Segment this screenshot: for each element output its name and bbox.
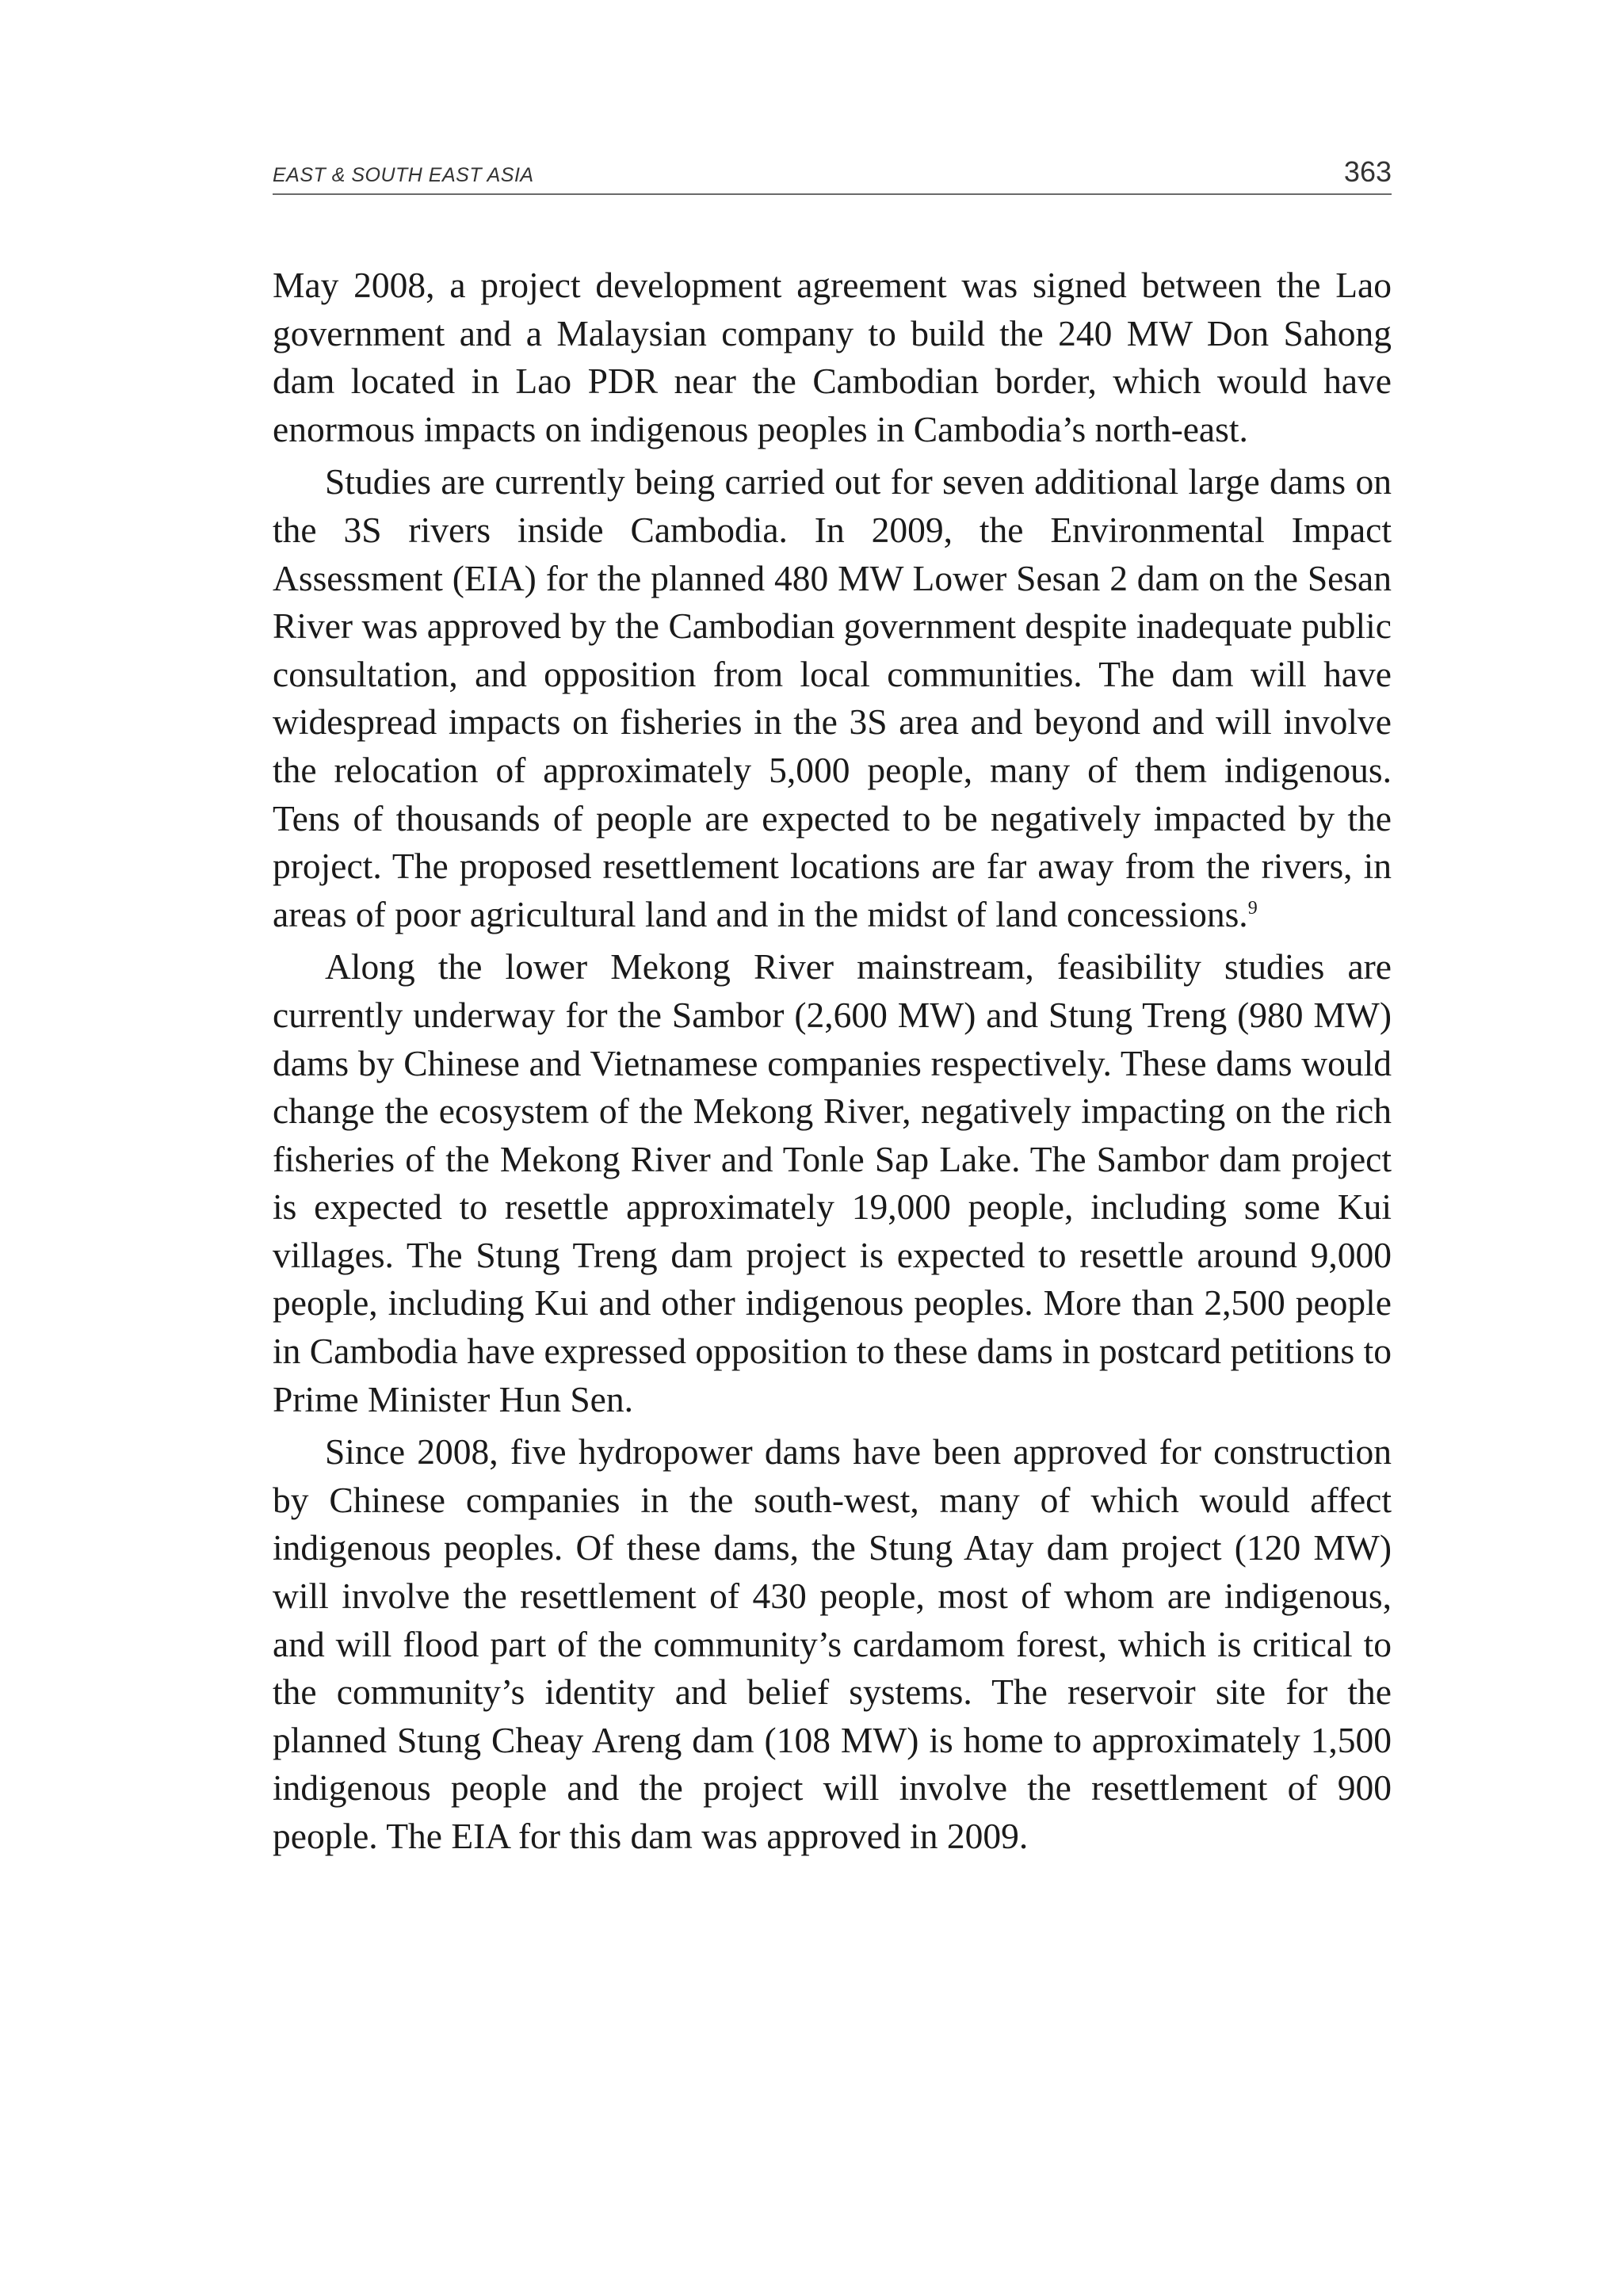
paragraph-1	[273, 262, 1392, 453]
paragraph-4	[273, 1428, 1392, 1860]
footnote-reference: 9	[1247, 897, 1258, 919]
paragraph-4-text: Since 2008, five hydropower dams have been approved for construction by Chinese companies in the south-west, many of which would affect indigenous peoples. Of these dams, the Stung Atay dam project (120 MW) will involve the resettlement of 430 people, most of whom are indigenous, and will flood part of the community’s cardamom forest, which is critical to the community’s identity and belief systems. The reservoir site for the planned Stung Cheay Areng dam (108 MW) is home to approximately 1,500 indigenous people and the project will involve the resettlement of 900 people. The EIA for this dam was approved in 2009.	[273, 1431, 1392, 1856]
paragraph-2	[273, 458, 1392, 938]
paragraph-3-text: Along the lower Mekong River mainstream, feasibility studies are currently underway for the Sambor (2,600 MW) and Stung Treng (980 MW) dams by Chinese and Vietnamese companies respectively. These dams would change the ecosystem of the Mekong River, negatively impacting on the rich fisheries of the Mekong River and Tonle Sap Lake. The Sambor dam project is expected to resettle approximately 19,000 people, including some Kui villages. The Stung Treng dam project is expected to resettle around 9,000 people, including Kui and other indigenous peoples. More than 2,500 people in Cambodia have expressed opposition to these dams in postcard petitions to Prime Minister Hun Sen.	[273, 946, 1392, 1419]
paragraph-1-text: May 2008, a project development agreement was signed between the Lao government and a Malaysian company to build the 240 MW Don Sahong dam located in Lao PDR near the Cambodian border, which would have enormous impacts on indigenous peoples in Cambodia’s north-east.	[273, 265, 1392, 449]
running-header	[273, 155, 1392, 195]
section-title: EAST & SOUTH EAST ASIA	[273, 164, 534, 186]
body-text	[273, 262, 1392, 1861]
paragraph-3	[273, 943, 1392, 1423]
page-number: 363	[1343, 155, 1392, 188]
paragraph-2-text: Studies are currently being carried out for seven additional large dams on the 3S rivers inside Cambodia. In 2009, the Environmental Impact Assessment (EIA) for the planned 480 MW Lower Sesan 2 dam on the Sesan River was approved by the Cambodian government despite inadequate public consultation, and opposition from local communities. The dam will have widespread impacts on fisheries in the 3S area and beyond and will involve the relocation of approximately 5,000 people, many of them indigenous. Tens of thousands of people are expected to be negatively impacted by the project. The proposed resettlement locations are far away from the rivers, in areas of poor agricultural land and in the midst of land concessions.	[273, 461, 1392, 934]
